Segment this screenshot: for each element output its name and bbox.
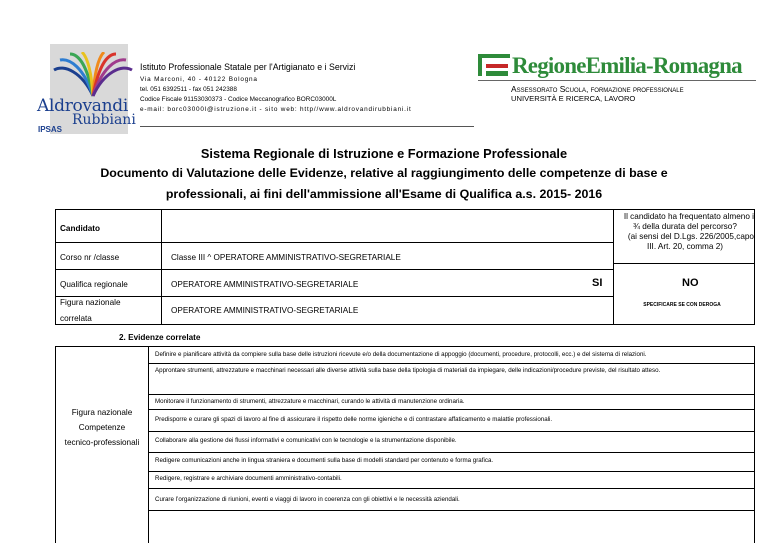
figura-label: Figura nazionale xyxy=(60,298,121,307)
school-phone: tel. 051 6392511 - fax 051 242388 xyxy=(140,86,237,93)
region-assessorato: Assessorato Scuola, formazione professionale xyxy=(511,84,684,94)
candidato-label: Candidato xyxy=(60,224,101,233)
deroga-note: SPECIFICARE SE CON DEROGA xyxy=(643,302,721,308)
region-flag-icon xyxy=(478,54,510,76)
attendance-yes[interactable]: SI xyxy=(592,277,603,289)
evidence-item: Redigere comunicazioni anche in lingua straniera e documenti sulla base di modelli standard per contenuto e forma grafica. xyxy=(155,457,494,464)
region-assessorato-2: UNIVERSITÀ E RICERCA, LAVORO xyxy=(511,94,636,103)
school-logo-name: Aldrovandi xyxy=(37,96,128,116)
header-divider xyxy=(140,126,474,127)
attendance-line: Il candidato ha frequentato almeno i xyxy=(623,212,754,221)
school-logo-book-icon xyxy=(52,52,134,100)
evidence-heading: 2. Evidenze correlate xyxy=(119,333,201,342)
evidence-item: Redigere, registrare e archiviare documenti amministrativo-contabili. xyxy=(155,475,342,482)
candidate-row-divider-3 xyxy=(56,296,613,297)
school-name: Istituto Professionale Statale per l'Artigianato e i Servizi xyxy=(140,62,356,72)
qualifica-label: Qualifica regionale xyxy=(60,280,128,289)
school-logo-name-2: Rubbiani xyxy=(72,112,136,128)
evidence-item: Predisporre e curare gli spazi di lavoro al fine di assicurare il rispetto delle norme igieniche e di contrastare affaticamento e malattie professionali. xyxy=(155,416,553,423)
evidence-item: Collaborare alla gestione dei flussi informativi e comunicativi con le tecnologie e la strumentazione disponibile. xyxy=(155,437,457,444)
school-address: Via Marconi, 40 - 40122 Bologna xyxy=(140,76,258,83)
document-system-title: Sistema Regionale di Istruzione e Formazione Professionale xyxy=(200,146,568,161)
attendance-line-3: (ai sensi del D.Lgs. 226/2005,capo xyxy=(627,232,754,241)
evidence-row-divider-4 xyxy=(148,431,754,432)
evidence-item: Monitorare il funzionamento di strumenti, attrezzature e macchinari, curando le attività di manutenzione ordinaria. xyxy=(155,398,465,405)
candidate-row-divider xyxy=(56,242,613,243)
candidate-row-divider-2 xyxy=(56,269,613,270)
evidence-table xyxy=(55,346,755,543)
evidence-col-divider xyxy=(148,347,149,543)
evidence-group-label-1: Figura nazionale xyxy=(71,408,133,417)
attendance-question xyxy=(616,212,754,252)
figura-label-2: correlata xyxy=(60,314,92,323)
attendance-line-4: III. Art. 20, comma 2) xyxy=(647,242,723,251)
attendance-line-2: ¾ della durata del percorso? xyxy=(633,222,737,231)
document-title-line-1: Documento di Valutazione delle Evidenze, relative al raggiungimento delle competenze di base e xyxy=(100,166,668,180)
region-brand: RegioneEmilia-Romagna xyxy=(512,53,742,78)
evidence-item: Curare l’organizzazione di riunioni, eventi e viaggi di lavoro in coerenza con gli obiettivi e le necessità aziendali. xyxy=(155,496,460,503)
candidate-table xyxy=(55,209,755,325)
evidence-row-divider-7 xyxy=(148,488,754,489)
region-divider xyxy=(478,80,756,81)
school-contacts: e-mail: borc03000l@istruzione.it - sito web: http//www.aldrovandirubbiani.it xyxy=(140,106,412,113)
figura-value: OPERATORE AMMINISTRATIVO-SEGRETARIALE xyxy=(171,306,359,315)
candidate-right-divider xyxy=(613,263,754,264)
evidence-group-label xyxy=(56,405,148,450)
evidence-group-label-2: Competenze xyxy=(78,423,126,432)
evidence-item: Definire e pianificare attività da compiere sulla base delle istruzioni ricevute e/o della documentazione di appoggio (documenti, procedure, protocolli, ecc.) e del sistema di relazioni. xyxy=(155,351,647,358)
document-title-line-2: professionali, ai fini dell'ammissione all'Esame di Qualifica a.s. 2015- 2016 xyxy=(165,187,603,201)
corso-value: Classe III ^ OPERATORE AMMINISTRATIVO-SEGRETARIALE xyxy=(171,253,401,262)
corso-label: Corso nr /classe xyxy=(60,253,120,262)
evidence-group-label-3: tecnico-professionali xyxy=(64,438,140,447)
school-codes: Codice Fiscale 91153030373 - Codice Meccanografico BORC03000L xyxy=(140,96,337,103)
school-logo-abbrev: IPSAS xyxy=(38,125,63,134)
qualifica-value: OPERATORE AMMINISTRATIVO-SEGRETARIALE xyxy=(171,280,359,289)
evidence-item: Approntare strumenti, attrezzature e macchinari necessari alle diverse attività sulla base della tipologia di materiali da impiegare, delle indicazioni/procedure previste, del risultato atteso. xyxy=(155,367,661,374)
evidence-row-divider-8 xyxy=(148,510,754,511)
candidate-col-divider xyxy=(161,210,162,324)
attendance-no[interactable]: NO xyxy=(682,277,699,289)
